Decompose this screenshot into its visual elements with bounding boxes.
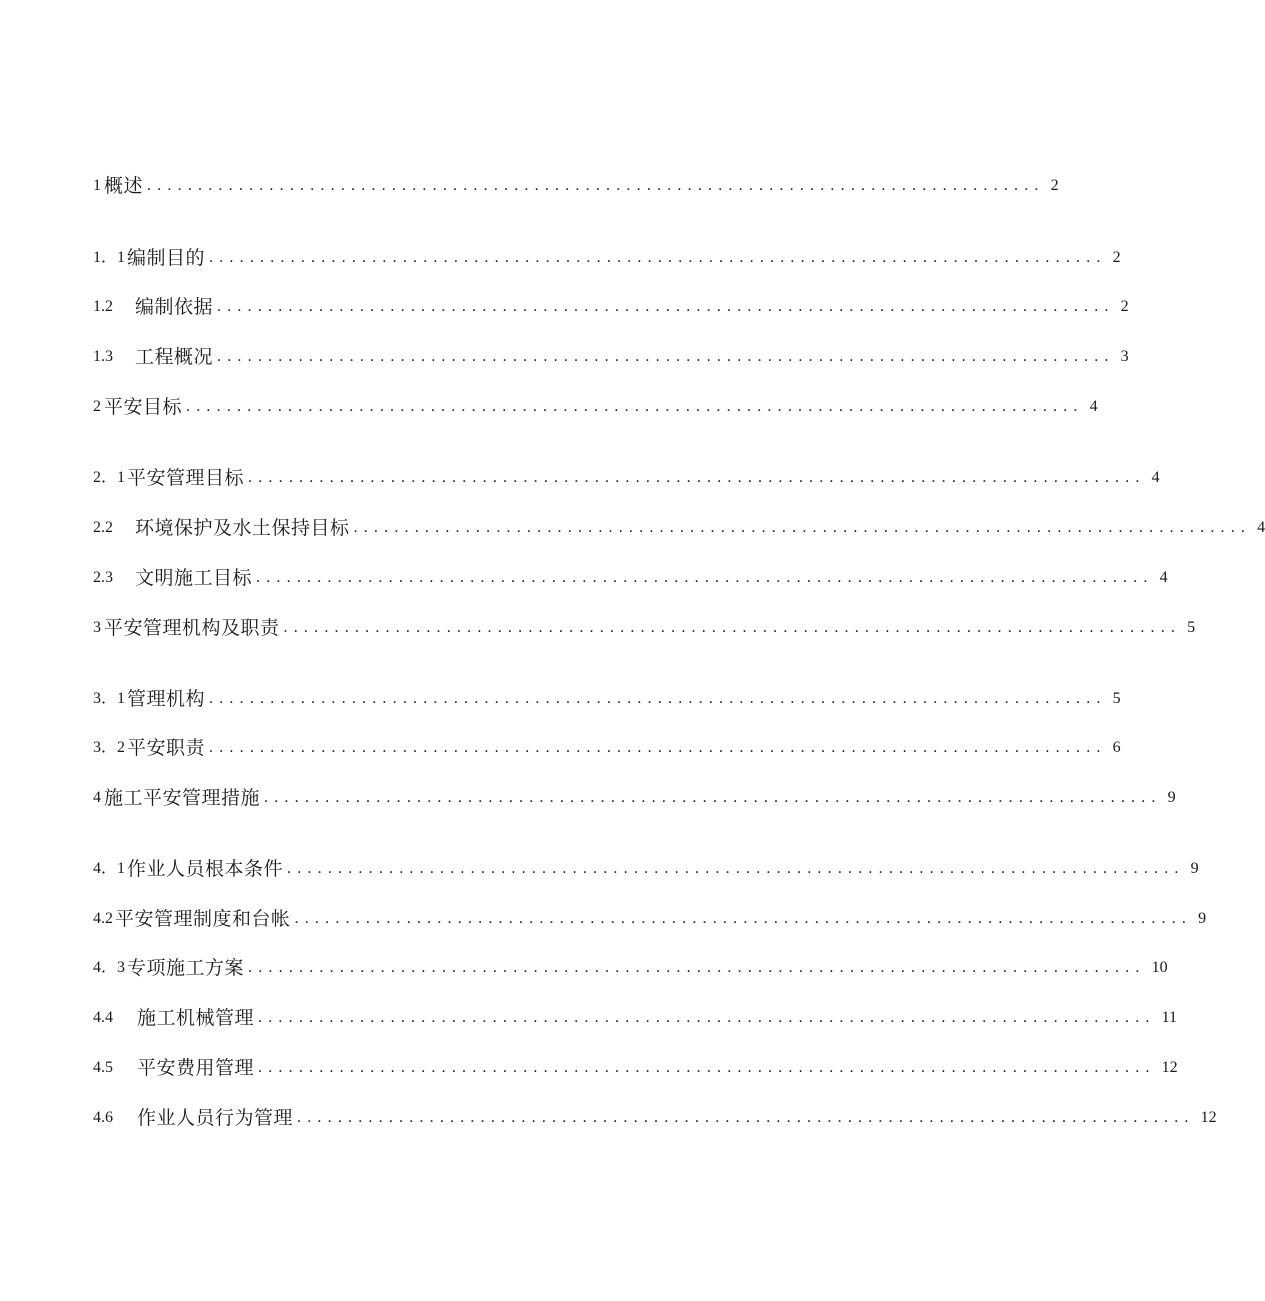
toc-leader-dots: ........................................................................................ <box>258 1059 1156 1076</box>
toc-entry-title: 作业人员根本条件 <box>127 858 284 880</box>
toc-leader-dots: ........................................................................................ <box>297 1109 1195 1126</box>
toc-entry-title: 平安费用管理 <box>137 1057 255 1079</box>
toc-entry-title: 环境保护及水土保持目标 <box>135 517 350 539</box>
toc-entry-page: 9 <box>1167 789 1176 806</box>
toc-entry-number: 2.2 <box>93 519 113 536</box>
toc-leader-dots: ........................................................................................ <box>264 789 1162 806</box>
toc-entry-page: 12 <box>1161 1059 1178 1076</box>
toc-leader-dots: ........................................................................................ <box>209 690 1107 707</box>
toc-entry[interactable] <box>93 513 1265 543</box>
toc-leader-dots: ........................................................................................ <box>256 569 1154 586</box>
toc-entry-page: 12 <box>1200 1109 1217 1126</box>
toc-entry-title: 施工平安管理措施 <box>104 787 261 809</box>
toc-entry-number: 4.4 <box>93 1009 113 1026</box>
toc-entry-number: 4.2 <box>93 910 113 927</box>
toc-entry[interactable] <box>93 904 1207 934</box>
toc-entry[interactable] <box>93 1053 1178 1083</box>
toc-entry-page: 10 <box>1151 959 1168 976</box>
toc-entry-title: 编制目的 <box>127 247 206 269</box>
toc-entry-page: 4 <box>1151 469 1160 486</box>
toc-leader-dots: ........................................................................................ <box>248 959 1146 976</box>
toc-entry-title: 工程概况 <box>135 346 214 368</box>
toc-entry-title: 编制依据 <box>135 296 214 318</box>
toc-entry-number: 2 <box>93 398 101 415</box>
toc-leader-dots: ........................................................................................ <box>283 619 1182 636</box>
toc-entry-title: 文明施工目标 <box>135 567 253 589</box>
toc-entry[interactable] <box>93 613 1196 643</box>
toc-leader-dots: ........................................................................................ <box>294 910 1193 927</box>
toc-entry-title: 平安管理制度和台帐 <box>115 908 291 930</box>
toc-entry-number: 4．3 <box>93 959 126 976</box>
toc-entry-title: 作业人员行为管理 <box>137 1107 294 1129</box>
toc-entry-title: 概述 <box>104 175 144 197</box>
toc-entry[interactable] <box>93 684 1121 714</box>
toc-entry-page: 2 <box>1112 249 1121 266</box>
toc-entry-number: 3．2 <box>93 739 126 756</box>
toc-leader-dots: ........................................................................................ <box>217 298 1115 315</box>
toc-entry-title: 平安管理目标 <box>127 467 245 489</box>
toc-entry-title: 平安目标 <box>104 396 183 418</box>
toc-entry[interactable] <box>93 171 1059 201</box>
toc-leader-dots: ........................................................................................ <box>287 860 1185 877</box>
toc-entry[interactable] <box>93 392 1098 422</box>
toc-entry-number: 4．1 <box>93 860 126 877</box>
toc-entry[interactable] <box>93 342 1129 372</box>
toc-entry-page: 2 <box>1050 177 1059 194</box>
toc-entry-page: 11 <box>1161 1009 1178 1026</box>
toc-leader-dots: ........................................................................................ <box>258 1009 1156 1026</box>
toc-entry[interactable] <box>93 1003 1178 1033</box>
toc-entry[interactable] <box>93 854 1199 884</box>
toc-entry-page: 5 <box>1187 619 1196 636</box>
toc-leader-dots: ........................................................................................ <box>186 398 1084 415</box>
toc-entry-number: 1.3 <box>93 348 113 365</box>
toc-entry-number: 4.6 <box>93 1109 113 1126</box>
toc-entry-title: 平安管理机构及职责 <box>104 617 280 639</box>
toc-entry-page: 4 <box>1257 519 1265 536</box>
toc-entry-page: 4 <box>1089 398 1098 415</box>
toc-entry[interactable] <box>93 243 1121 273</box>
toc-entry-page: 2 <box>1120 298 1129 315</box>
toc-leader-dots: ........................................................................................ <box>217 348 1115 365</box>
toc-entry-number: 1 <box>93 177 101 194</box>
toc-entry[interactable] <box>93 783 1176 813</box>
toc-entry[interactable] <box>93 463 1160 493</box>
toc-leader-dots: ........................................................................................ <box>248 469 1146 486</box>
toc-entry[interactable] <box>93 953 1168 983</box>
toc-entry-title: 施工机械管理 <box>137 1007 255 1029</box>
toc-entry-number: 3．1 <box>93 690 126 707</box>
toc-leader-dots: ........................................................................................ <box>147 177 1045 194</box>
toc-entry-page: 9 <box>1198 910 1207 927</box>
toc-leader-dots: ........................................................................................ <box>353 519 1252 536</box>
toc-entry-page: 3 <box>1120 348 1129 365</box>
toc-entry-title: 管理机构 <box>127 688 206 710</box>
toc-entry-title: 专项施工方案 <box>127 957 245 979</box>
toc-entry[interactable] <box>93 292 1129 322</box>
toc-entry-page: 9 <box>1190 860 1199 877</box>
toc-entry[interactable] <box>93 563 1168 593</box>
toc-entry-number: 4 <box>93 789 101 806</box>
toc-leader-dots: ........................................................................................ <box>209 739 1107 756</box>
toc-leader-dots: ........................................................................................ <box>209 249 1107 266</box>
toc-entry-number: 4.5 <box>93 1059 113 1076</box>
toc-entry-page: 4 <box>1159 569 1168 586</box>
toc-entry-number: 1.2 <box>93 298 113 315</box>
toc-entry[interactable] <box>93 733 1121 763</box>
toc-entry-title: 平安职责 <box>127 737 206 759</box>
toc-entry-number: 2．1 <box>93 469 126 486</box>
toc-entry-number: 3 <box>93 619 101 636</box>
toc-entry-page: 6 <box>1112 739 1121 756</box>
toc-entry-number: 2.3 <box>93 569 113 586</box>
toc-entry-number: 1．1 <box>93 249 126 266</box>
toc-entry[interactable] <box>93 1103 1217 1133</box>
toc-entry-page: 5 <box>1112 690 1121 707</box>
